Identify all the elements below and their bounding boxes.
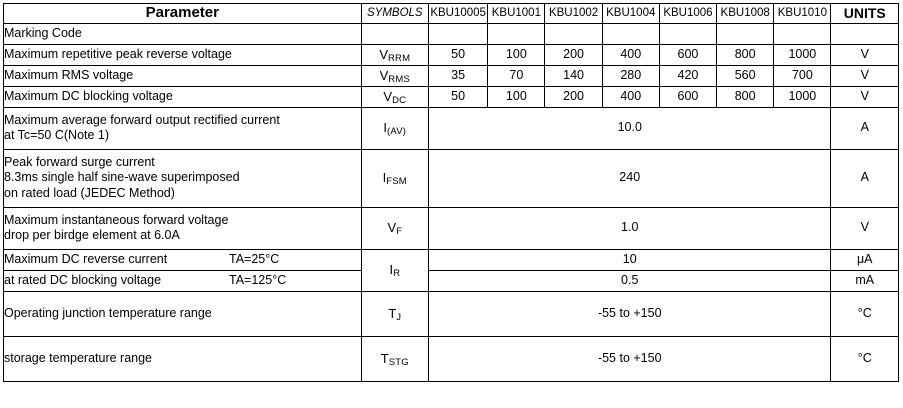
row-value-ifsm: 240 (429, 149, 831, 207)
table-row-tstg (4, 336, 899, 381)
row-label-vrms: Maximum RMS voltage (4, 65, 362, 86)
row-value-marking-code-6 (717, 23, 774, 44)
header-parameter: Parameter (4, 4, 362, 24)
row-value-vrrm-3: 200 (545, 44, 602, 65)
row-label-vrrm: Maximum repetitive peak reverse voltage (4, 44, 362, 65)
row-label-ir-125c-condition: TA=125°C (229, 272, 287, 287)
header-part-kbu1008: KBU1008 (717, 4, 774, 24)
row-value-vf: 1.0 (429, 207, 831, 249)
row-units-marking-code (831, 23, 899, 44)
table-row-ifsm (4, 149, 899, 207)
symbol-main-iav: I (383, 120, 388, 136)
row-value-vrms-5: 420 (659, 65, 716, 86)
row-value-marking-code-2 (488, 23, 545, 44)
row-value-marking-code-4 (602, 23, 659, 44)
table-row-ir-25c (4, 249, 899, 270)
symbol-sub-vf: F (396, 226, 403, 238)
row-value-vrms-4: 280 (602, 65, 659, 86)
symbol-sub-iav: (AV) (387, 126, 407, 138)
row-units-vdc: V (831, 86, 899, 107)
symbol-main-tj: T (388, 305, 397, 321)
table-row-vrms (4, 65, 899, 86)
symbol-sub-ir: R (393, 268, 401, 280)
row-label-vf-line2: drop per birdge element at 6.0A (4, 228, 180, 243)
symbol-sub-ifsm: FSM (386, 176, 407, 188)
row-symbol-ifsm (361, 149, 428, 207)
row-value-vdc-4: 400 (602, 86, 659, 107)
row-label-iav (4, 107, 362, 149)
symbol-main-vf: V (387, 220, 397, 236)
row-value-vrms-6: 560 (717, 65, 774, 86)
symbol-sub-vdc: DC (392, 94, 407, 106)
row-symbol-vdc (361, 86, 428, 107)
row-value-vdc-7: 1000 (774, 86, 831, 107)
table-row-tj (4, 291, 899, 336)
header-part-kbu1001: KBU1001 (488, 4, 545, 24)
header-part-kbu1004: KBU1004 (602, 4, 659, 24)
table-row-vf (4, 207, 899, 249)
row-label-ifsm-line3: on rated load (JEDEC Method) (4, 186, 175, 201)
row-label-vf-line1: Maximum instantaneous forward voltage (4, 212, 229, 227)
row-value-vrms-3: 140 (545, 65, 602, 86)
symbol-main-ifsm: I (382, 170, 387, 186)
row-label-tstg: storage temperature range (4, 336, 362, 381)
row-symbol-tj (361, 291, 428, 336)
symbol-main-vrms: V (379, 67, 389, 83)
row-value-vdc-2: 100 (488, 86, 545, 107)
row-label-iav-line1: Maximum average forward output rectified current (4, 112, 280, 127)
table-row-marking-code (4, 23, 899, 44)
row-value-vdc-3: 200 (545, 86, 602, 107)
header-symbols: SYMBOLS (361, 4, 428, 24)
row-value-ir-125c: 0.5 (429, 270, 831, 291)
row-value-vdc-6: 800 (717, 86, 774, 107)
row-label-ir-25c-text: Maximum DC reverse current (4, 251, 168, 266)
row-symbol-tstg (361, 336, 428, 381)
row-label-vf (4, 207, 362, 249)
row-label-ir-25c (4, 249, 362, 270)
row-label-marking-code: Marking Code (4, 23, 362, 44)
header-part-kbu1010: KBU1010 (774, 4, 831, 24)
symbol-sub-vrms: RMS (388, 73, 410, 85)
symbol-sub-tj: J (396, 311, 402, 323)
row-value-vrms-2: 70 (488, 65, 545, 86)
row-label-vdc: Maximum DC blocking voltage (4, 86, 362, 107)
row-symbol-iav (361, 107, 428, 149)
row-value-vrrm-7: 1000 (774, 44, 831, 65)
row-units-vf: V (831, 207, 899, 249)
row-symbol-ir (361, 249, 428, 291)
row-symbol-vf (361, 207, 428, 249)
row-value-tj: -55 to +150 (429, 291, 831, 336)
row-value-vrms-1: 35 (429, 65, 488, 86)
row-units-iav: A (831, 107, 899, 149)
table-header-row (4, 4, 899, 24)
header-part-kbu1006: KBU1006 (659, 4, 716, 24)
row-units-tstg: °C (831, 336, 899, 381)
table-row-iav (4, 107, 899, 149)
row-symbol-marking-code (361, 23, 428, 44)
row-label-ir-125c (4, 270, 362, 291)
row-label-ir-125c-text: at rated DC blocking voltage (4, 272, 162, 287)
symbol-main-vdc: V (383, 88, 393, 104)
row-label-iav-line2: at Tc=50 C(Note 1) (4, 128, 110, 143)
table-row-vrrm (4, 44, 899, 65)
row-label-ir-25c-condition: TA=25°C (229, 251, 280, 266)
row-units-ir-125c: mA (831, 270, 899, 291)
row-value-vdc-1: 50 (429, 86, 488, 107)
header-part-kbu10005: KBU10005 (429, 4, 488, 24)
row-value-marking-code-5 (659, 23, 716, 44)
row-value-vrrm-6: 800 (717, 44, 774, 65)
row-label-tj: Operating junction temperature range (4, 291, 362, 336)
header-part-kbu1002: KBU1002 (545, 4, 602, 24)
row-value-vrms-7: 700 (774, 65, 831, 86)
row-value-vrrm-2: 100 (488, 44, 545, 65)
row-units-tj: °C (831, 291, 899, 336)
table-row-vdc (4, 86, 899, 107)
row-units-ifsm: A (831, 149, 899, 207)
header-units: UNITS (831, 4, 899, 24)
row-value-vdc-5: 600 (659, 86, 716, 107)
row-value-marking-code-7 (774, 23, 831, 44)
row-value-marking-code-3 (545, 23, 602, 44)
row-value-vrrm-1: 50 (429, 44, 488, 65)
symbol-main-tstg: T (380, 350, 389, 366)
row-label-ifsm-line1: Peak forward surge current (4, 154, 155, 169)
row-units-ir-25c: μA (831, 249, 899, 270)
row-value-ir-25c: 10 (429, 249, 831, 270)
table-row-ir-125c (4, 270, 899, 291)
row-label-ifsm (4, 149, 362, 207)
row-value-tstg: -55 to +150 (429, 336, 831, 381)
row-value-marking-code-1 (429, 23, 488, 44)
row-label-ifsm-line2: 8.3ms single half sine-wave superimposed (4, 170, 240, 185)
row-value-iav: 10.0 (429, 107, 831, 149)
row-value-vrrm-4: 400 (602, 44, 659, 65)
row-units-vrms: V (831, 65, 899, 86)
row-value-vrrm-5: 600 (659, 44, 716, 65)
row-symbol-vrrm (361, 44, 428, 65)
symbol-sub-tstg: STG (388, 356, 409, 368)
symbol-sub-vrrm: RRM (388, 52, 411, 64)
row-units-vrrm: V (831, 44, 899, 65)
symbol-main-ir: I (389, 262, 394, 278)
symbol-main-vrrm: V (379, 46, 388, 62)
electrical-characteristics-table (3, 3, 899, 382)
row-symbol-vrms (361, 65, 428, 86)
